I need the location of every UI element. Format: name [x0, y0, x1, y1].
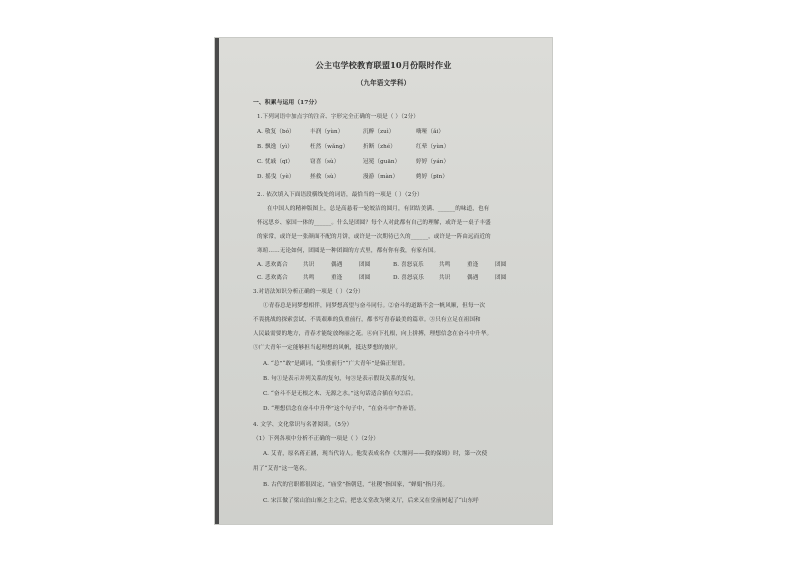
q1c-term: C. 忧戚（qī）: [257, 159, 294, 165]
q4-option-c: C. 宋江做了梁山泊山寨之主之后，把忠义堂改为聚义厅，后来又在堂前树起了“山东呼: [263, 498, 479, 504]
q2-opt-word: 重逢: [331, 275, 343, 281]
q1c-term: 婷婷（yán）: [416, 159, 450, 165]
q1-stem: 1.下列词语中加点字的注音、字形完全正确的一项是（ ）（2分）: [257, 114, 420, 120]
exam-paper-photo: [215, 38, 552, 524]
q1a-term: 丰润（yùn）: [310, 129, 344, 135]
q3-passage-line: 不畏挑战的探索尝试、不畏艰难的负重前行，都书写青春最美的篇章。③只有立足在祖国和: [253, 317, 481, 323]
q2-opt-word: 共鸣: [303, 275, 315, 281]
q1-option-d: [257, 174, 463, 181]
q2-opt-word: 共识: [303, 262, 315, 268]
q1a-term: A. 敬复（bó）: [257, 129, 295, 135]
q2-opt-word: D. 喜怒哀乐: [393, 275, 424, 281]
q1d-term: 拯救（sù）: [310, 174, 340, 180]
q2-opt-word: 团圆: [359, 275, 371, 281]
q4-subquestion: （1）下列各项中分析不正确的一项是（ ）（2分）: [253, 436, 379, 442]
q3-option-b: B. 句①是表示并列关系的复句，句③是表示假设关系的复句。: [263, 376, 420, 382]
q3-passage-line: ①青春总是同梦想相伴，同梦想高望与奋斗同行。②奋斗的道路不会一帆风顺，但每一次: [263, 303, 486, 309]
q1c-term: 窃喜（sù）: [310, 159, 340, 165]
q2-passage-line: 寒暄……无论如何，团圆是一种团圆的方式里，都有你有我，有家有国。: [257, 248, 440, 254]
q2-options-cd: [257, 275, 506, 282]
q1-option-a: [257, 129, 459, 136]
q1-option-c: [257, 159, 464, 166]
q4-option-a: A. 艾青，原名蒋正涵，现当代诗人。他发表成名作《大堰河——我的保姆》时，第一次使: [263, 451, 488, 457]
q4-option-b: B. 古代的官职都很固定，“庙堂”指朝廷，“社稷”指国家，“婵娟”指月亮。: [263, 482, 449, 488]
q2-opt-word: 共识: [439, 275, 451, 281]
q1b-term: 折断（zhé）: [363, 144, 396, 150]
q2-opt-word: C. 悲欢离合: [257, 275, 288, 281]
q3-option-c: C. “奋斗不是无根之木、无源之水。”这句话适合插在句②后。: [263, 391, 417, 397]
paper-title: 公主屯学校教育联盟10月份限时作业: [315, 60, 452, 70]
q1b-term: 枉然（wǎng）: [310, 144, 349, 150]
q1d-term: 娉婷（pīn）: [416, 174, 449, 180]
q2-opt-word: 共鸣: [439, 262, 451, 268]
q4-option-a-cont: 用了“艾青”这一笔名。: [253, 466, 311, 472]
q1d-term: D. 摇曳（yè）: [257, 174, 295, 180]
q2-opt-word: 团圆: [495, 262, 507, 268]
q3-option-a: A. “总”“敢”是副词，“负重前行”“广大青年”是偏正短语。: [263, 361, 409, 367]
q1d-term: 漫游（màn）: [363, 174, 399, 180]
q1-option-b: [257, 144, 464, 151]
q2-stem: 2.. 依次填入下面语段横线处的词语，最恰当的一项是（ ）（2分）: [257, 192, 423, 198]
q1b-term: B. 飘逸（yì）: [257, 144, 293, 150]
q1b-term: 红晕（yùn）: [416, 144, 450, 150]
q2-opt-word: B. 喜怒哀乐: [393, 262, 424, 268]
paper-subtitle: （九年语文学科）: [356, 79, 411, 87]
q3-stem: 3.对语法知识分析正确的一项是（ ）（2分）: [253, 289, 364, 295]
q2-opt-word: 偶遇: [467, 275, 479, 281]
q2-opt-word: 团圆: [359, 262, 371, 268]
q2-passage-line: 怀远思乡、家国一体的______。什么是团圆？每个人对此都有自己的理解，或许是一桌子丰盛: [257, 220, 491, 226]
q1a-term: 沉醉（zuì）: [363, 129, 395, 135]
q4-stem: 4. 文学、文化常识与名著阅读。（5分）: [253, 422, 353, 428]
q1a-term: 嗨哑（ǎi）: [416, 129, 445, 135]
q2-opt-word: A. 悲欢离合: [257, 262, 288, 268]
section-heading: 一、积累与运用（17分）: [253, 100, 321, 106]
q2-passage-line: 在中国人的精神版图上，总是高悬着一轮皎洁的圆月，有团结美满、______的味道，也有: [267, 206, 490, 212]
q3-passage-line: 人民最需要的地方，青春才能绽放绚丽之花。④向下扎根，向上拼搏，理想信念在奋斗中升华。: [253, 331, 493, 337]
q2-opt-word: 团圆: [495, 275, 507, 281]
q1c-term: 冠冕（guān）: [363, 159, 401, 165]
q2-opt-word: 偶遇: [331, 262, 343, 268]
q2-opt-word: 重逢: [467, 262, 479, 268]
q2-passage-line: 的家常，或许是一张颜面不配的月饼，或许是一次期待已久的______，或许是一阵由远而近的: [257, 234, 491, 240]
q2-options-ab: [257, 262, 506, 269]
q3-option-d: D. “理想信念在奋斗中升华”这个句子中，“在奋斗中”作补语。: [263, 406, 420, 412]
q3-passage-line: ⑤广大青年一定能够担当起理想的风帆，抵达梦想的彼岸。: [253, 345, 402, 351]
